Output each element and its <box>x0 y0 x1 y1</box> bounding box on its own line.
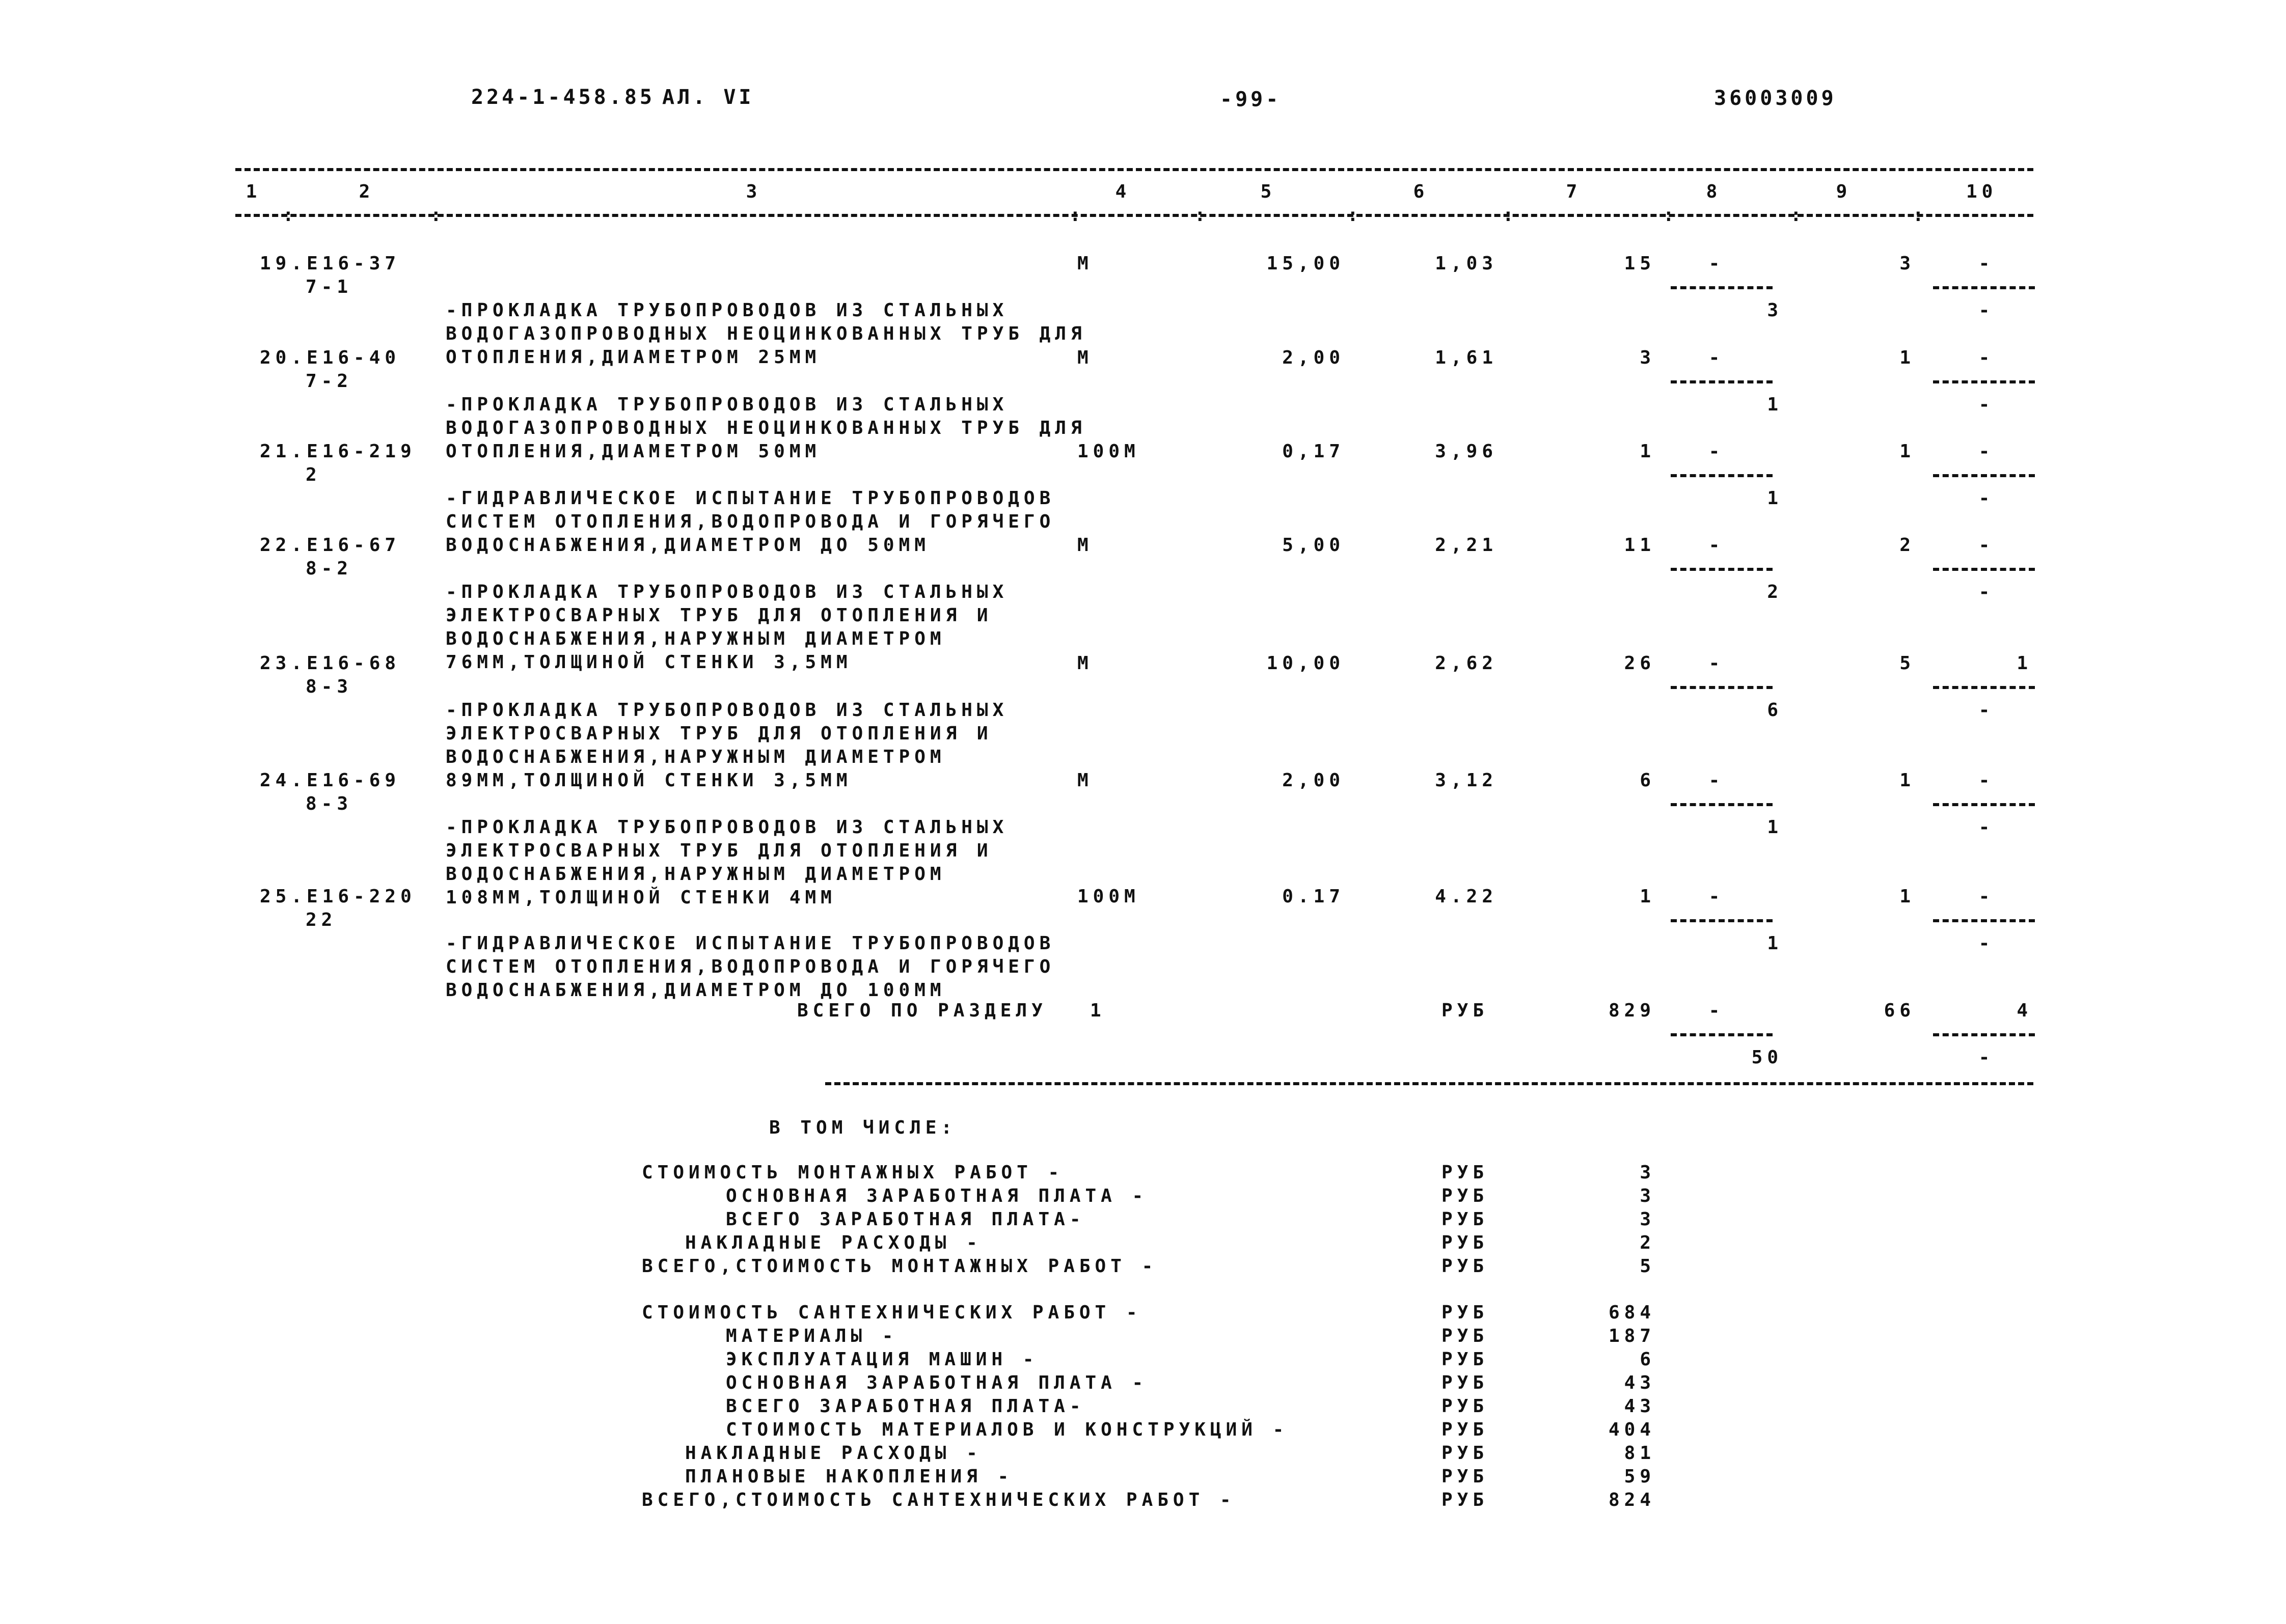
summary-label: СТОИМОСТЬ МОНТАЖНЫХ РАБОТ - <box>642 1162 1064 1183</box>
summary-label: НАКЛАДНЫЕ РАСХОДЫ - <box>685 1443 982 1464</box>
summary-unit: РУБ <box>1441 1162 1489 1183</box>
col10-fraction-line <box>1933 919 2035 922</box>
col8-fraction-line <box>1671 286 1773 289</box>
col8-bottom: 1 <box>1767 488 1783 509</box>
col10-bottom: - <box>1978 933 1995 954</box>
col8-fraction-line <box>1671 568 1773 571</box>
including-label: В ТОМ ЧИСЛЕ: <box>769 1117 957 1138</box>
summary-unit: РУБ <box>1441 1372 1489 1393</box>
col10-top: - <box>1978 770 1995 791</box>
col8-bottom: 1 <box>1767 817 1783 838</box>
row-unit-price: 2,62 <box>1435 653 1498 674</box>
column-number: 4 <box>1115 181 1131 202</box>
col8-top: - <box>1708 886 1725 907</box>
col10-top: - <box>1978 441 1995 462</box>
summary-label: ПЛАНОВЫЕ НАКОПЛЕНИЯ - <box>685 1466 1014 1487</box>
row-unit-price: 3,12 <box>1435 770 1498 791</box>
col9-value: 1 <box>1899 770 1915 791</box>
row-description: -ПРОКЛАДКА ТРУБОПРОВОДОВ ИЗ СТАЛЬНЫХ ЭЛЕКТРОСВАРНЫХ ТРУБ ДЛЯ ОТОПЛЕНИЯ И ВОДОСНАБЖЕНИЯ,НАРУЖНЫМ ДИАМЕТРОМ 76ММ,ТОЛЩИНОЙ СТЕНКИ 3,5ММ <box>446 582 1009 673</box>
row-unit: 100М <box>1077 441 1140 462</box>
col10-top: - <box>1978 535 1995 556</box>
row-description: -ГИДРАВЛИЧЕСКОЕ ИСПЫТАНИЕ ТРУБОПРОВОДОВ СИСТЕМ ОТОПЛЕНИЯ,ВОДОПРОВОДА И ГОРЯЧЕГО ВОДОСНАБЖЕНИЯ,ДИАМЕТРОМ ДО 100ММ <box>446 933 1055 1001</box>
col10-fraction-line <box>1933 803 2035 806</box>
row-total: 1 <box>1640 441 1655 462</box>
column-number: 1 <box>246 181 262 202</box>
column-number: 9 <box>1836 181 1852 202</box>
summary-value: 6 <box>1640 1349 1655 1370</box>
row-total: 6 <box>1640 770 1655 791</box>
col10-fraction-line <box>1933 474 2035 477</box>
col10-top: - <box>1978 347 1995 368</box>
col10-bottom: - <box>1978 700 1995 721</box>
row-unit: 100М <box>1077 886 1140 907</box>
col8-top: - <box>1708 347 1725 368</box>
col10-fraction-line <box>1933 568 2035 571</box>
col8-top: - <box>1708 253 1725 274</box>
document-code: 224-1-458.85 <box>471 86 655 109</box>
col10-top: 1 <box>2017 653 2032 674</box>
summary-value: 43 <box>1624 1372 1655 1393</box>
row-quantity: 15,00 <box>1266 253 1345 274</box>
col8-bottom: 6 <box>1767 700 1783 721</box>
row-code: 20.Е16-40 <box>260 347 401 368</box>
row-code: 22.Е16-67 <box>260 535 401 556</box>
section-total-label: ВСЕГО ПО РАЗДЕЛУ <box>797 1000 1047 1021</box>
summary-label: СТОИМОСТЬ САНТЕХНИЧЕСКИХ РАБОТ - <box>642 1302 1142 1323</box>
row-code-sub: 7-1 <box>306 277 353 297</box>
row-code-sub: 22 <box>306 910 337 930</box>
summary-label: ЭКСПЛУАТАЦИЯ МАШИН - <box>726 1349 1039 1370</box>
summary-value: 81 <box>1624 1443 1655 1464</box>
column-number: 3 <box>746 181 762 202</box>
row-code-sub: 7-2 <box>306 371 353 392</box>
row-unit-price: 4.22 <box>1435 886 1498 907</box>
summary-label: ВСЕГО,СТОИМОСТЬ САНТЕХНИЧЕСКИХ РАБОТ - <box>642 1490 1236 1510</box>
col10-fraction-line <box>1933 380 2035 383</box>
summary-label: НАКЛАДНЫЕ РАСХОДЫ - <box>685 1232 982 1253</box>
column-separators: : : : : : : : : : <box>283 205 1924 226</box>
row-total: 26 <box>1624 653 1655 674</box>
col10-bottom: - <box>1978 300 1995 321</box>
col10-fraction-line <box>1933 686 2035 689</box>
col8-top: - <box>1708 770 1725 791</box>
col9-value: 1 <box>1899 347 1915 368</box>
summary-unit: РУБ <box>1441 1443 1489 1464</box>
section-total-value: 829 <box>1608 1000 1655 1021</box>
row-code-sub: 8-2 <box>306 558 353 579</box>
row-code-sub: 8-3 <box>306 676 353 697</box>
summary-unit: РУБ <box>1441 1232 1489 1253</box>
col8-bottom: 2 <box>1767 582 1783 602</box>
col9-value: 5 <box>1899 653 1915 674</box>
row-unit-price: 3,96 <box>1435 441 1498 462</box>
row-unit-price: 1,03 <box>1435 253 1498 274</box>
summary-unit: РУБ <box>1441 1490 1489 1510</box>
summary-value: 3 <box>1640 1162 1655 1183</box>
col9-value: 1 <box>1899 441 1915 462</box>
page-number: -99- <box>1220 88 1282 111</box>
summary-value: 187 <box>1608 1326 1655 1346</box>
summary-value: 3 <box>1640 1186 1655 1206</box>
col8-bottom: 1 <box>1767 394 1783 415</box>
summary-unit: РУБ <box>1441 1209 1489 1230</box>
col10-top: - <box>1978 886 1995 907</box>
col8-top: - <box>1708 441 1725 462</box>
col8-top: - <box>1708 653 1725 674</box>
summary-value: 3 <box>1640 1209 1655 1230</box>
col10-bottom: - <box>1978 394 1995 415</box>
row-code-sub: 8-3 <box>306 793 353 814</box>
column-number: 10 <box>1966 181 1998 202</box>
row-code: 23.Е16-68 <box>260 653 401 674</box>
col10-bottom: - <box>1978 488 1995 509</box>
row-unit-price: 1,61 <box>1435 347 1498 368</box>
col8-bottom: 3 <box>1767 300 1783 321</box>
row-unit: М <box>1077 253 1093 274</box>
summary-value: 43 <box>1624 1396 1655 1417</box>
row-description: -ПРОКЛАДКА ТРУБОПРОВОДОВ ИЗ СТАЛЬНЫХ ЭЛЕКТРОСВАРНЫХ ТРУБ ДЛЯ ОТОПЛЕНИЯ И ВОДОСНАБЖЕНИЯ,НАРУЖНЫМ ДИАМЕТРОМ 89ММ,ТОЛЩИНОЙ СТЕНКИ 3,5ММ <box>446 700 1009 791</box>
row-unit: М <box>1077 535 1093 556</box>
col10-bottom: - <box>1978 817 1995 838</box>
summary-value: 684 <box>1608 1302 1655 1323</box>
summary-unit: РУБ <box>1441 1396 1489 1417</box>
section-col8-top: - <box>1708 1000 1725 1021</box>
row-code: 19.Е16-37 <box>260 253 401 274</box>
col8-top: - <box>1708 535 1725 556</box>
summary-unit: РУБ <box>1441 1326 1489 1346</box>
row-unit: М <box>1077 347 1093 368</box>
row-description: -ПРОКЛАДКА ТРУБОПРОВОДОВ ИЗ СТАЛЬНЫХ ЭЛЕКТРОСВАРНЫХ ТРУБ ДЛЯ ОТОПЛЕНИЯ И ВОДОСНАБЖЕНИЯ,НАРУЖНЫМ ДИАМЕТРОМ 108ММ,ТОЛЩИНОЙ СТЕНКИ 4ММ <box>446 817 1009 908</box>
summary-value: 404 <box>1608 1419 1655 1440</box>
header-top-rule <box>235 168 2033 171</box>
row-unit: М <box>1077 770 1093 791</box>
row-code: 24.Е16-69 <box>260 770 401 791</box>
summary-label: МАТЕРИАЛЫ - <box>726 1326 898 1346</box>
col8-fraction-line <box>1671 803 1773 806</box>
summary-unit: РУБ <box>1441 1349 1489 1370</box>
column-number: 5 <box>1260 181 1276 202</box>
summary-label: ОСНОВНАЯ ЗАРАБОТНАЯ ПЛАТА - <box>726 1372 1148 1393</box>
section-col8-fraction-line <box>1671 1033 1773 1036</box>
section-col9-value: 66 <box>1884 1000 1915 1021</box>
inventory-number: 36003009 <box>1714 87 1837 110</box>
album-number: АЛ. VI <box>662 86 754 109</box>
row-code-sub: 2 <box>306 464 321 485</box>
section-total-number: 1 <box>1090 1000 1106 1021</box>
col10-top: - <box>1978 253 1995 274</box>
column-number: 6 <box>1413 181 1429 202</box>
section-total-rule <box>825 1082 2033 1085</box>
row-unit-price: 2,21 <box>1435 535 1498 556</box>
summary-unit: РУБ <box>1441 1256 1489 1277</box>
col10-bottom: - <box>1978 582 1995 602</box>
row-code: 21.Е16-219 <box>260 441 416 462</box>
row-quantity: 2,00 <box>1282 347 1345 368</box>
row-description: -ГИДРАВЛИЧЕСКОЕ ИСПЫТАНИЕ ТРУБОПРОВОДОВ СИСТЕМ ОТОПЛЕНИЯ,ВОДОПРОВОДА И ГОРЯЧЕГО ВОДОСНАБЖЕНИЯ,ДИАМЕТРОМ ДО 50ММ <box>446 488 1055 556</box>
summary-label: ВСЕГО,СТОИМОСТЬ МОНТАЖНЫХ РАБОТ - <box>642 1256 1158 1277</box>
col9-value: 3 <box>1899 253 1915 274</box>
section-col8-bottom: 50 <box>1751 1047 1783 1068</box>
summary-label: ВСЕГО ЗАРАБОТНАЯ ПЛАТА- <box>726 1209 1085 1230</box>
row-quantity: 0.17 <box>1282 886 1345 907</box>
summary-value: 5 <box>1640 1256 1655 1277</box>
column-number: 8 <box>1706 181 1722 202</box>
col8-bottom: 1 <box>1767 933 1783 954</box>
col10-fraction-line <box>1933 286 2035 289</box>
column-number: 2 <box>359 181 375 202</box>
row-description: -ПРОКЛАДКА ТРУБОПРОВОДОВ ИЗ СТАЛЬНЫХ ВОДОГАЗОПРОВОДНЫХ НЕОЦИНКОВАННЫХ ТРУБ ДЛЯ ОТОПЛЕНИЯ,ДИАМЕТРОМ 50ММ <box>446 394 1086 462</box>
row-total: 3 <box>1640 347 1655 368</box>
row-description: -ПРОКЛАДКА ТРУБОПРОВОДОВ ИЗ СТАЛЬНЫХ ВОДОГАЗОПРОВОДНЫХ НЕОЦИНКОВАННЫХ ТРУБ ДЛЯ ОТОПЛЕНИЯ,ДИАМЕТРОМ 25ММ <box>446 300 1086 368</box>
section-col10-fraction-line <box>1933 1033 2035 1036</box>
summary-value: 824 <box>1608 1490 1655 1510</box>
summary-label: ОСНОВНАЯ ЗАРАБОТНАЯ ПЛАТА - <box>726 1186 1148 1206</box>
col8-fraction-line <box>1671 919 1773 922</box>
row-quantity: 0,17 <box>1282 441 1345 462</box>
summary-label: ВСЕГО ЗАРАБОТНАЯ ПЛАТА- <box>726 1396 1085 1417</box>
column-number: 7 <box>1566 181 1582 202</box>
col9-value: 1 <box>1899 886 1915 907</box>
row-total: 11 <box>1624 535 1655 556</box>
col8-fraction-line <box>1671 380 1773 383</box>
row-quantity: 2,00 <box>1282 770 1345 791</box>
summary-label: СТОИМОСТЬ МАТЕРИАЛОВ И КОНСТРУКЦИЙ - <box>726 1419 1289 1440</box>
section-total-unit: РУБ <box>1441 1000 1489 1021</box>
summary-value: 59 <box>1624 1466 1655 1487</box>
summary-unit: РУБ <box>1441 1302 1489 1323</box>
summary-unit: РУБ <box>1441 1466 1489 1487</box>
col9-value: 2 <box>1899 535 1915 556</box>
header-bottom-rule <box>235 214 2033 217</box>
summary-unit: РУБ <box>1441 1186 1489 1206</box>
row-code: 25.Е16-220 <box>260 886 416 907</box>
summary-value: 2 <box>1640 1232 1655 1253</box>
row-total: 1 <box>1640 886 1655 907</box>
section-col10-top: 4 <box>2017 1000 2032 1021</box>
section-col10-bottom: - <box>1978 1047 1995 1068</box>
row-quantity: 5,00 <box>1282 535 1345 556</box>
col8-fraction-line <box>1671 686 1773 689</box>
row-quantity: 10,00 <box>1266 653 1345 674</box>
row-total: 15 <box>1624 253 1655 274</box>
summary-unit: РУБ <box>1441 1419 1489 1440</box>
row-unit: М <box>1077 653 1093 674</box>
col8-fraction-line <box>1671 474 1773 477</box>
